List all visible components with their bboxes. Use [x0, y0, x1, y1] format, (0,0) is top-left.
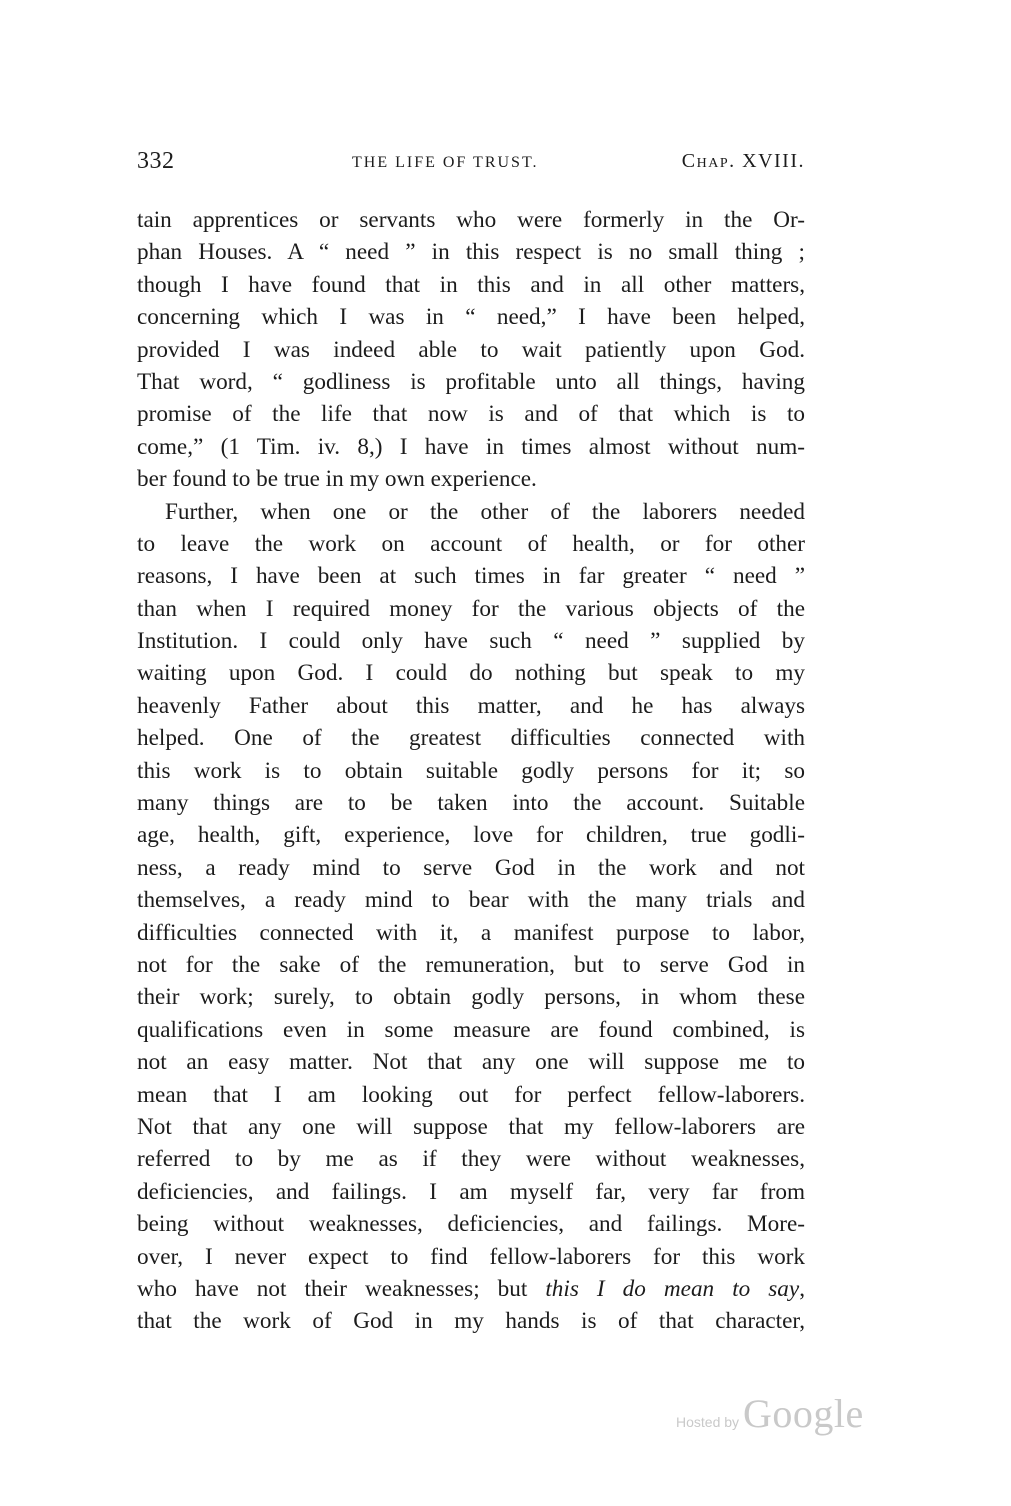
body-text: [137, 204, 805, 1338]
text-line: this work is to obtain suitable godly persons for it; so: [137, 757, 805, 784]
text-line: Institution. I could only have such “ need ” supplied by: [137, 628, 805, 655]
text-segment: who have not their weaknesses; but: [137, 1275, 546, 1302]
text-line: not for the sake of the remuneration, but to serve God in: [137, 951, 805, 978]
text-line: Not that any one will suppose that my fellow-laborers are: [137, 1113, 805, 1140]
running-title: THE LIFE OF TRUST.: [352, 154, 539, 171]
text-line: concerning which I was in “ need,” I have been helped,: [137, 304, 805, 331]
page-number: 332: [137, 148, 175, 174]
text-line: age, health, gift, experience, love for children, true godli-: [137, 822, 805, 849]
text-line: waiting upon God. I could do nothing but speak to my: [137, 660, 805, 687]
text-line: ness, a ready mind to serve God in the work and not: [137, 854, 805, 881]
text-line: to leave the work on account of health, or for other: [137, 530, 805, 557]
italic-emphasis: this I do mean to say: [545, 1275, 800, 1302]
text-line: over, I never expect to find fellow-laborers for this work: [137, 1243, 805, 1270]
text-line: that the work of God in my hands is of that character,: [137, 1308, 805, 1335]
watermark-prefix: Hosted by: [676, 1414, 740, 1430]
text-segment: ,: [799, 1275, 805, 1302]
text-line: come,” (1 Tim. iv. 8,) I have in times almost without num-: [137, 433, 805, 460]
text-line: many things are to be taken into the account. Suitable: [137, 790, 805, 817]
text-line: provided I was indeed able to wait patiently upon God.: [137, 336, 805, 363]
text-line: deficiencies, and failings. I am myself far, very far from: [137, 1178, 805, 1205]
text-line: not an easy matter. Not that any one will suppose me to: [137, 1049, 805, 1076]
text-line: mean that I am looking out for perfect fellow-laborers.: [137, 1081, 805, 1108]
text-line: reasons, I have been at such times in far greater “ need ”: [137, 563, 805, 590]
text-line: helped. One of the greatest difficulties connected with: [137, 725, 805, 752]
text-line: promise of the life that now is and of that which is to: [137, 401, 805, 428]
text-line: Further, when one or the other of the laborers needed: [165, 498, 805, 525]
google-logo: Google: [743, 1391, 864, 1436]
text-line: phan Houses. A “ need ” in this respect is no small thing ;: [137, 239, 805, 266]
text-line: being without weaknesses, deficiencies, and failings. More-: [137, 1211, 805, 1238]
text-line: tain apprentices or servants who were formerly in the Or-: [137, 207, 805, 233]
text-line: ber found to be true in my own experience.: [137, 466, 537, 493]
running-header: [137, 148, 805, 182]
chapter-label: Chap. XVIII.: [681, 150, 805, 172]
text-line-with-italic: [137, 1273, 805, 1305]
text-line: than when I required money for the various objects of the: [137, 595, 805, 622]
text-line: though I have found that in this and in all other matters,: [137, 271, 805, 298]
text-line: themselves, a ready mind to bear with the many trials and: [137, 887, 805, 914]
text-line: their work; surely, to obtain godly persons, in whom these: [137, 984, 805, 1011]
text-line: difficulties connected with it, a manifest purpose to labor,: [137, 919, 805, 946]
hosted-by-google-watermark: [676, 1390, 864, 1440]
text-line: That word, “ godliness is profitable unto all things, having: [137, 368, 805, 395]
text-line: qualifications even in some measure are found combined, is: [137, 1016, 805, 1043]
text-line: heavenly Father about this matter, and he has always: [137, 692, 805, 719]
text-line: referred to by me as if they were without weaknesses,: [137, 1146, 805, 1173]
